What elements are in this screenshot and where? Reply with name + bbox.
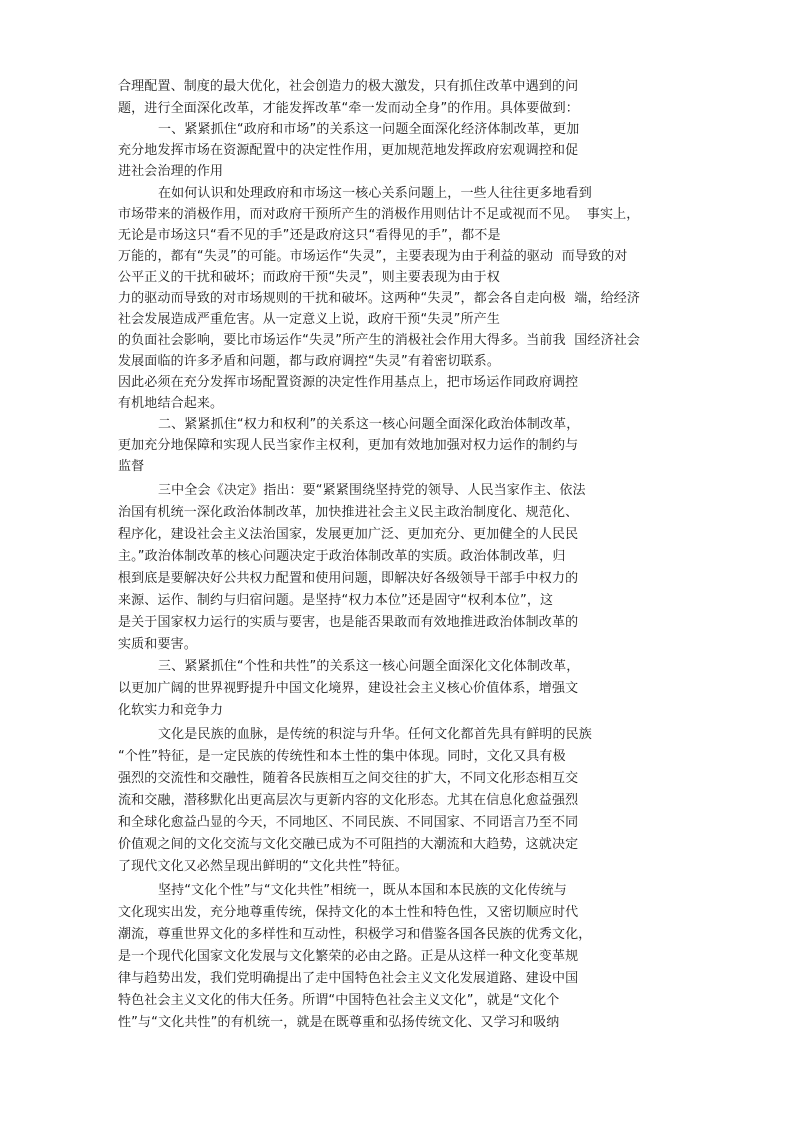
- text-line: 无论是市场这只“看不见的手”还是政府这只“看得见的手”，都不是: [118, 228, 501, 243]
- text-line: 程序化，建设社会主义法治国家，发展更加广泛、更加充分、更加健全的人民民: [118, 527, 579, 542]
- section-heading-line: 进社会治理的作用: [118, 164, 224, 179]
- text-line: 文化是民族的血脉，是传统的积淀与升华。任何文化都首先具有鲜明的民族: [158, 727, 592, 742]
- text-line: 力的驱动而导致的对市场规则的干扰和破坏。这两种“失灵”，都会各自走向极 端，给经济: [118, 291, 641, 306]
- text-line: 特色社会主义文化的伟大任务。所谓“中国特色社会主义文化”，就是“文化个: [118, 993, 560, 1008]
- text-line: 治国有机统一深化政治体制改革，加快推进社会主义民主政治制度化、规范化、: [118, 505, 579, 520]
- text-line: 合理配置、制度的最大优化，社会创造力的极大激发，只有抓住改革中遇到的问: [118, 79, 579, 94]
- section-heading-line: 三、紧紧抓住“个性和共性”的关系这一核心问题全面深化文化体制改革，: [158, 659, 580, 674]
- text-line: 性”与“文化共性”的有机统一，就是在既尊重和弘扬传统文化、又学习和吸纳: [118, 1015, 560, 1030]
- text-line: 流和交融，潜移默化出更高层次与更新内容的文化形态。尤其在信息化愈益强烈: [118, 793, 579, 808]
- text-line: 来源、运作、制约与归宿问题。是坚持“权力本位”还是固守“权利本位”，这: [118, 593, 554, 608]
- text-line: 价值观之间的文化交流与文化交融已成为不可阻挡的大潮流和大趋势，这就决定: [118, 837, 579, 852]
- text-line: 发展面临的许多矛盾和问题，都与政府调控“失灵”有着密切联系。: [118, 354, 500, 369]
- section-heading-line: 监督: [118, 459, 145, 474]
- section-heading-line: 化软实力和竞争力: [118, 703, 224, 718]
- section-heading-line: 充分地发挥市场在资源配置中的决定性作用，更加规范地发挥政府宏观调控和促: [118, 143, 579, 158]
- text-line: 的负面社会影响，要比市场运作“失灵”所产生的消极社会作用大得多。当前我 国经济社会: [118, 333, 641, 348]
- text-line: 强烈的交流性和交融性，随着各民族相互之间交往的扩大，不同文化形态相互交: [118, 771, 579, 786]
- text-line: 因此必须在充分发挥市场配置资源的决定性作用基点上，把市场运作同政府调控: [118, 375, 579, 390]
- text-line: 是关于国家权力运行的实质与要害，也是能否果敢而有效地推进政治体制改革的: [118, 615, 579, 630]
- section-heading-line: 一、紧紧抓住“政府和市场”的关系这一问题全面深化经济体制改革，更加: [158, 122, 580, 137]
- text-line: “个性”特征，是一定民族的传统性和本土性的集中体现。同时，文化又具有极: [118, 749, 566, 764]
- section-heading-line: 以更加广阔的世界视野提升中国文化境界，建设社会主义核心价值体系，增强文: [118, 681, 579, 696]
- section-heading-line: 更加充分地保障和实现人民当家作主权利，更加有效地加强对权力运作的制约与: [118, 438, 579, 453]
- text-line: 根到底是要解决好公共权力配置和使用问题，即解决好各级领导干部手中权力的: [118, 571, 579, 586]
- text-line: 在如何认识和处理政府和市场这一核心关系问题上，一些人往往更多地看到: [158, 186, 592, 201]
- section-heading-line: 二、紧紧抓住“权力和权利”的关系这一核心问题全面深化政治体制改革，: [158, 417, 580, 432]
- text-line: 公平正义的干扰和破坏；而政府干预“失灵”，则主要表现为由于权: [118, 270, 500, 285]
- text-line: 有机地结合起来。: [118, 396, 224, 411]
- text-line: 了现代文化又必然呈现出鲜明的“文化共性”特征。: [118, 859, 408, 874]
- text-line: 律与趋势出发，我们党明确提出了走中国特色社会主义文化发展道路、建设中国: [118, 971, 579, 986]
- text-line: 市场带来的消极作用，而对政府干预所产生的消极作用则估计不足或视而不见。 事实上，: [118, 207, 640, 222]
- text-line: 主。”政治体制改革的核心问题决定于政治体制改革的实质。政治体制改革，归: [118, 549, 566, 564]
- text-line: 题，进行全面深化改革，才能发挥改革“牵一发而动全身”的作用。具体要做到：: [118, 101, 579, 116]
- text-line: 坚持“文化个性”与“文化共性”相统一，既从本国和本民族的文化传统与: [158, 883, 567, 898]
- text-line: 是一个现代化国家文化发展与文化繁荣的必由之路。正是从这样一种文化变革规: [118, 949, 579, 964]
- text-line: 社会发展造成严重危害。从一定意义上说，政府干预“失灵”所产生: [118, 312, 500, 327]
- text-line: 文化现实出发，充分地尊重传统，保持文化的本土性和特色性，又密切顺应时代: [118, 905, 579, 920]
- text-line: 三中全会《决定》指出：要“紧紧围绕坚持党的领导、人民当家作主、依法: [158, 483, 586, 498]
- text-line: 潮流，尊重世界文化的多样性和互动性，积极学习和借鉴各国各民族的优秀文化，: [118, 927, 592, 942]
- text-line: 和全球化愈益凸显的今天，不同地区、不同民族、不同国家、不同语言乃至不同: [118, 815, 579, 830]
- text-line: 万能的，都有“失灵”的可能。市场运作“失灵”，主要表现为由于利益的驱动 而导致的对: [118, 249, 628, 264]
- text-line: 实质和要害。: [118, 637, 197, 652]
